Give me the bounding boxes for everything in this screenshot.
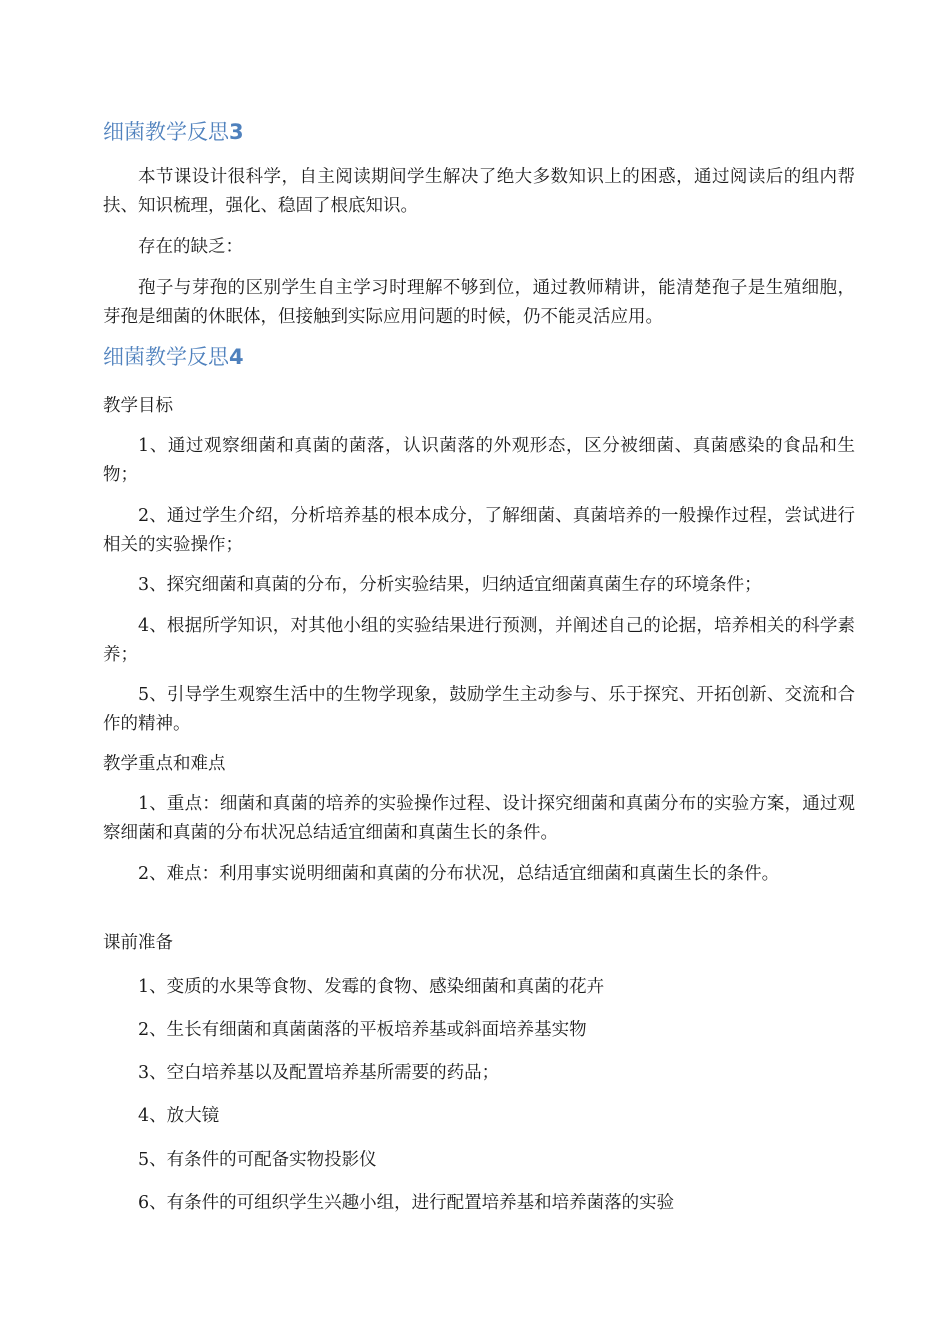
key-points-label: 教学重点和难点	[103, 754, 226, 774]
prep-item: 3、空白培养基以及配置培养基所需要的药品；	[138, 1063, 500, 1083]
section-heading-number: 4	[229, 345, 244, 369]
goal-item: 5、引导学生观察生活中的生物学现象，鼓励学生主动参与、乐于探究、开拓创新、交流和合作的精神。	[103, 685, 855, 734]
section-heading-number: 3	[229, 120, 244, 144]
section-heading-text: 细菌教学反思	[103, 120, 229, 144]
goal-item: 3、探究细菌和真菌的分布，分析实验结果，归纳适宜细菌真菌生存的环境条件；	[138, 575, 762, 595]
prep-item: 1、变质的水果等食物、发霉的食物、感染细菌和真菌的花卉	[138, 977, 605, 997]
paragraph: 孢子与芽孢的区别学生自主学习时理解不够到位，通过教师精讲，能清楚孢子是生殖细胞，芽孢是细菌的休眠体，但接触到实际应用问题的时候，仍不能灵活应用。	[103, 278, 855, 327]
key-point-item: 1、重点：细菌和真菌的培养的实验操作过程、设计探究细菌和真菌分布的实验方案，通过观察细菌和真菌的分布状况总结适宜细菌和真菌生长的条件。	[103, 794, 855, 843]
section-heading-3	[103, 118, 244, 146]
prep-item: 2、生长有细菌和真菌菌落的平板培养基或斜面培养基实物	[138, 1020, 587, 1040]
key-point-item: 2、难点：利用事实说明细菌和真菌的分布状况，总结适宜细菌和真菌生长的条件。	[138, 864, 780, 884]
paragraph: 本节课设计很科学，自主阅读期间学生解决了绝大多数知识上的困惑，通过阅读后的组内帮扶、知识梳理，强化、稳固了根底知识。	[103, 167, 855, 216]
prep-item: 4、放大镜	[138, 1106, 220, 1126]
prep-item: 5、有条件的可配备实物投影仪	[138, 1150, 377, 1170]
goal-item: 2、通过学生介绍，分析培养基的根本成分，了解细菌、真菌培养的一般操作过程，尝试进行相关的实验操作；	[103, 506, 855, 555]
paragraph: 存在的缺乏：	[138, 237, 243, 257]
goal-item: 4、根据所学知识，对其他小组的实验结果进行预测，并阐述自己的论据，培养相关的科学素养；	[103, 616, 855, 665]
goals-label: 教学目标	[103, 396, 173, 416]
section-heading-4	[103, 343, 244, 371]
section-heading-text: 细菌教学反思	[103, 345, 229, 369]
prep-item: 6、有条件的可组织学生兴趣小组，进行配置培养基和培养菌落的实验	[138, 1193, 675, 1213]
goal-item: 1、通过观察细菌和真菌的菌落，认识菌落的外观形态，区分被细菌、真菌感染的食品和生物；	[103, 436, 855, 485]
prep-label: 课前准备	[103, 933, 173, 953]
